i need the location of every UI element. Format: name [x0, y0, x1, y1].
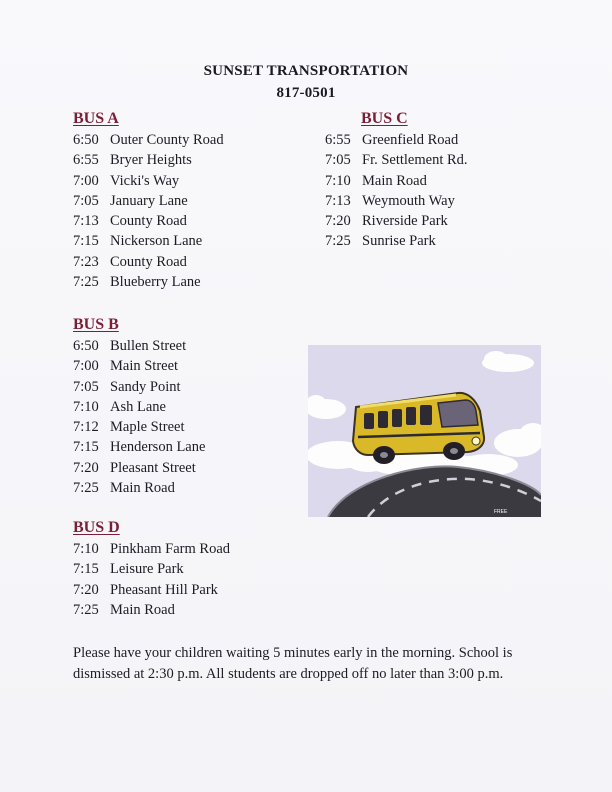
- stop-row: [73, 211, 224, 231]
- stop-place: Main Road: [110, 601, 175, 618]
- stop-row: [73, 580, 230, 600]
- stop-row: [325, 150, 468, 170]
- stop-time: 7:25: [325, 233, 351, 250]
- bus-a-heading: BUS A: [73, 110, 119, 127]
- stop-place: Henderson Lane: [110, 439, 206, 456]
- stop-time: 6:55: [73, 152, 99, 169]
- stop-place: Maple Street: [110, 419, 185, 436]
- stop-row: [73, 272, 224, 292]
- stop-place: Blueberry Lane: [110, 274, 201, 291]
- stop-time: 7:15: [73, 561, 99, 578]
- stop-time: 7:10: [325, 172, 351, 189]
- stop-row: [73, 559, 230, 579]
- stop-row: [73, 191, 224, 211]
- stop-row: [325, 171, 468, 191]
- stop-place: Bullen Street: [110, 338, 187, 354]
- stop-row: [73, 437, 205, 457]
- stop-time: 7:15: [73, 439, 99, 456]
- stop-place: Nickerson Lane: [110, 233, 203, 250]
- stop-row: [73, 252, 224, 272]
- stop-row: [73, 397, 205, 417]
- stop-place: Pheasant Hill Park: [110, 581, 218, 598]
- stop-place: Sandy Point: [110, 378, 181, 395]
- company-title: SUNSET TRANSPORTATION: [203, 63, 409, 79]
- stop-time: 7:13: [325, 192, 351, 209]
- stop-row: [73, 231, 224, 251]
- stop-place: Vicki's Way: [110, 172, 180, 189]
- stop-time: 7:25: [73, 601, 99, 618]
- stop-time: 7:00: [73, 172, 99, 189]
- stop-time: 7:20: [73, 459, 99, 476]
- stop-time: 7:23: [73, 253, 99, 270]
- stop-place: Weymouth Way: [362, 192, 455, 209]
- stop-place: Outer County Road: [110, 132, 224, 148]
- stop-row: [73, 356, 205, 376]
- stop-time: 7:10: [73, 541, 99, 557]
- stop-time: 6:55: [325, 132, 351, 148]
- stop-row: [73, 336, 205, 356]
- stop-place: Riverside Park: [362, 213, 448, 230]
- stop-place: Leisure Park: [110, 561, 184, 578]
- stop-time: 7:25: [73, 274, 99, 291]
- stop-place: Main Road: [362, 172, 427, 189]
- stop-row: [73, 130, 224, 150]
- illustration-credit: FREE: [494, 509, 508, 515]
- bus-c-schedule: [325, 108, 468, 252]
- stop-place: Main Street: [110, 358, 179, 375]
- stop-row: [73, 478, 205, 498]
- stop-time: 7:20: [73, 581, 99, 598]
- stop-place: County Road: [110, 253, 187, 270]
- stop-place: Main Road: [110, 480, 175, 497]
- stop-row: [73, 600, 230, 620]
- stop-time: 7:10: [73, 398, 99, 415]
- stop-place: Bryer Heights: [110, 152, 192, 169]
- stop-place: January Lane: [110, 192, 188, 209]
- stop-time: 7:05: [73, 378, 99, 395]
- stop-time: 7:12: [73, 419, 99, 436]
- stop-place: Fr. Settlement Rd.: [362, 152, 468, 169]
- notice-paragraph: Please have your children waiting 5 minutes early in the morning. School is dismissed at 2:30 p.m. All students are dropped off no later than 3:00 p.m.: [73, 645, 513, 682]
- company-phone: 817-0501: [276, 85, 336, 101]
- stop-row: [325, 191, 468, 211]
- stop-row: [73, 539, 230, 559]
- stop-time: 6:50: [73, 338, 99, 354]
- stop-place: Sunrise Park: [362, 233, 436, 250]
- stop-row: [73, 458, 205, 478]
- school-bus-icon: [308, 345, 541, 517]
- stop-place: Greenfield Road: [362, 132, 459, 148]
- school-bus-illustration: [308, 345, 541, 517]
- stop-time: 7:00: [73, 358, 99, 375]
- stop-row: [325, 130, 468, 150]
- stop-row: [73, 417, 205, 437]
- bus-d-schedule: [73, 517, 230, 620]
- bus-b-heading: BUS B: [73, 316, 119, 333]
- bus-b-schedule: [73, 314, 205, 498]
- stop-row: [325, 211, 468, 231]
- stop-row: [325, 231, 468, 251]
- stop-row: [73, 377, 205, 397]
- stop-time: 7:05: [325, 152, 351, 169]
- stop-time: 7:20: [325, 213, 351, 230]
- bus-d-heading: BUS D: [73, 519, 120, 536]
- stop-time: 7:25: [73, 480, 99, 497]
- stop-time: 7:05: [73, 192, 99, 209]
- stop-place: Pinkham Farm Road: [110, 541, 231, 557]
- stop-place: Pleasant Street: [110, 459, 196, 476]
- bus-a-schedule: [73, 108, 224, 292]
- stop-place: County Road: [110, 213, 187, 230]
- stop-place: Ash Lane: [110, 398, 166, 415]
- bus-c-heading: BUS C: [361, 110, 408, 127]
- stop-time: 7:13: [73, 213, 99, 230]
- stop-row: [73, 171, 224, 191]
- stop-time: 7:15: [73, 233, 99, 250]
- stop-time: 6:50: [73, 132, 99, 148]
- stop-row: [73, 150, 224, 170]
